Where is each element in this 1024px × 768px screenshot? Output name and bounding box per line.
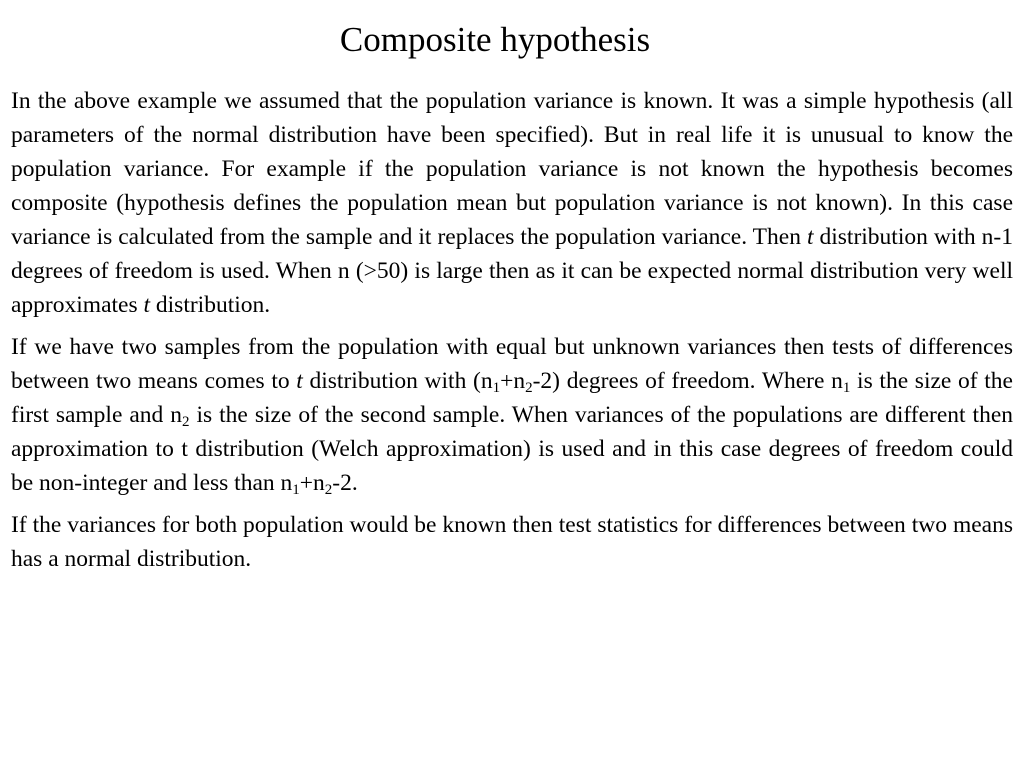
subscript: 2 [525, 380, 533, 396]
t-symbol: t [143, 292, 151, 318]
paragraph-two-samples: If we have two samples from the population with equal but unknown variances then tests of differences between two means comes to t distribution with $(n_1+n_2-2)$ degrees of freedom. Where $n_1$ is the size of the first sample and $n_2$ is the size of the second sample. When variances of the populations are different then approximation to t distribution (Welch approximation) is used and in this case degrees of freedom could be non-integer and less than $n_1+n_2-2$. [11, 334, 1014, 498]
paragraph-known-both-variances: If the variances for both population would be known then test statistics for differences between two means has a normal distribution. [11, 512, 1013, 572]
subscript: 1 [842, 380, 851, 396]
subscript: 1 [492, 380, 501, 396]
t-symbol: t [296, 368, 303, 394]
slide-title: Composite hypothesis [339, 20, 651, 59]
t-symbol: t [806, 224, 814, 250]
paragraph-known-variance: In the above example we assumed that the population variance is known. It was a simple hypothesis (all parameters of the normal distribution have been specified). But in real life it is unusual to know the population variance. For example if the population variance is not known the hypothesis becomes composite (hypothesis defines the population mean but population variance is not known). In this case variance is calculated from the sample and it replaces the population variance. Then t distribution with n-1 degrees of freedom is used. When n (>50) is large then as it can be expected normal distribution very well approximates t distribution. [11, 88, 1013, 318]
slide-body [11, 84, 1013, 584]
subscript: 1 [292, 482, 300, 498]
subscript: 2 [182, 414, 190, 430]
subscript: 2 [324, 482, 333, 498]
